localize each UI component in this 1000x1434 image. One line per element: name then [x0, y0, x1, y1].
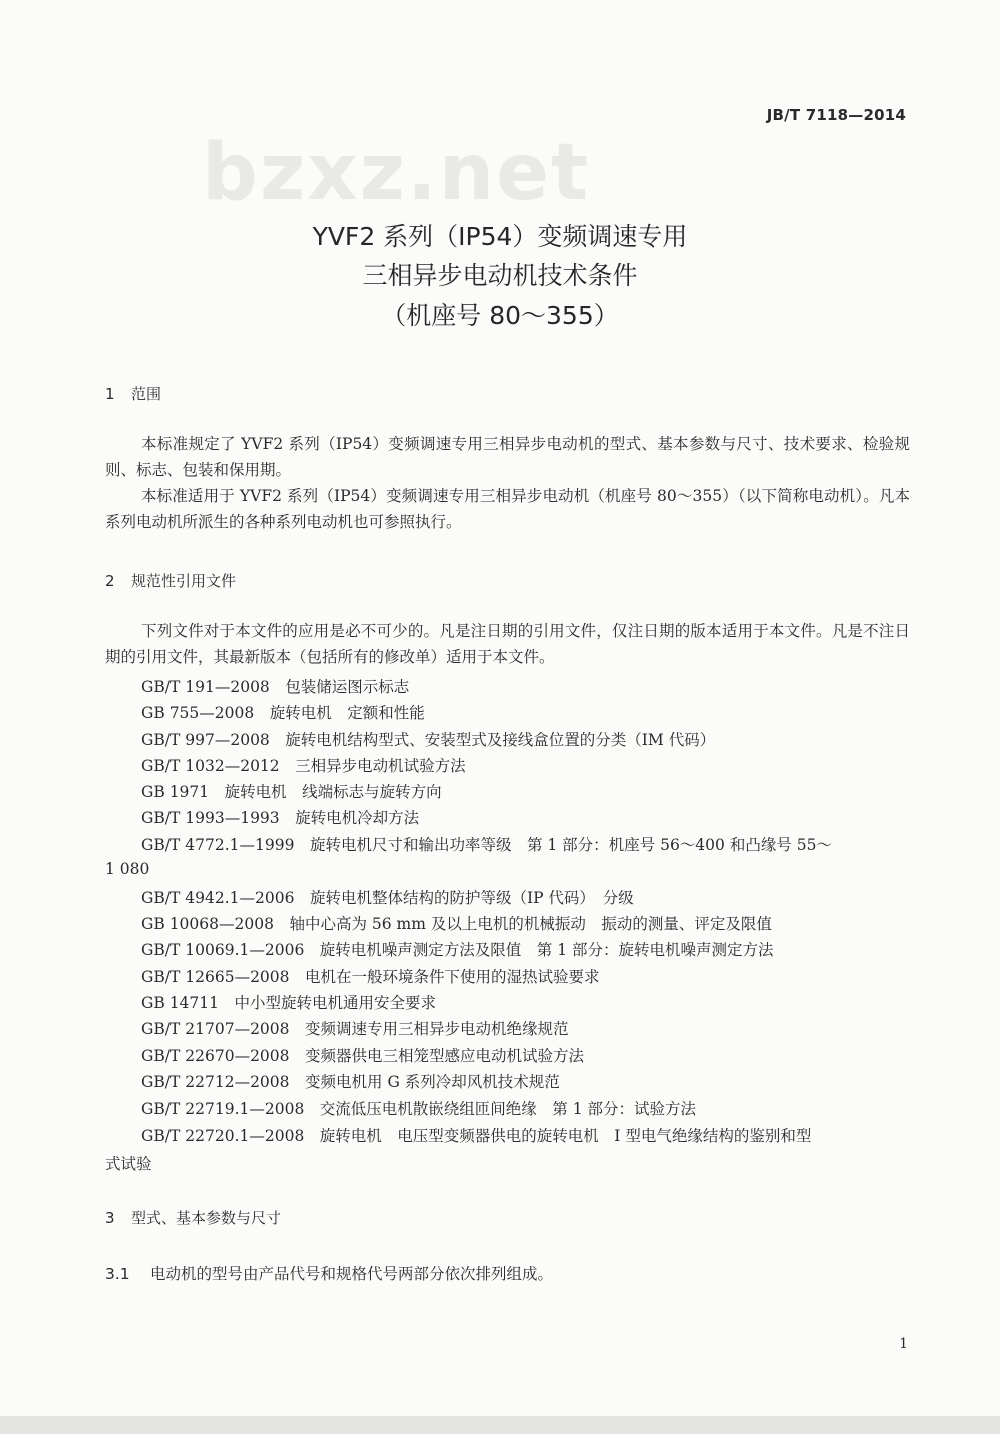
title-line-1: YVF2 系列（IP54）变频调速专用	[312, 222, 688, 251]
ref-item: GB/T 22712—2008 变频电机用 G 系列冷却风机技术规范	[141, 1073, 560, 1091]
clause-3-1-number: 3.1	[105, 1265, 130, 1283]
clause-3-1	[105, 1262, 553, 1284]
section-2-intro: 下列文件对于本文件的应用是必不可少的。凡是注日期的引用文件，仅注日期的版本适用于本文件。凡是不注日期的引用文件，其最新版本（包括所有的修改单）适用于本文件。	[105, 622, 910, 666]
section-2-heading	[105, 570, 236, 591]
ref-item: GB/T 4942.1—2006 旋转电机整体结构的防护等级（IP 代码） 分级	[141, 889, 634, 907]
ref-item: GB 1971 旋转电机 线端标志与旋转方向	[141, 783, 442, 801]
ref-item: GB/T 22720.1—2008 旋转电机 电压型变频器供电的旋转电机 Ⅰ 型电气绝缘结构的鉴别和型	[141, 1127, 812, 1145]
section-1-number: 1	[105, 385, 115, 403]
ref-item: GB 10068—2008 轴中心高为 56 mm 及以上电机的机械振动 振动的测量、评定及限值	[141, 915, 772, 933]
section-3-heading	[105, 1207, 281, 1228]
ref-item: GB/T 1993—1993 旋转电机冷却方法	[141, 809, 420, 827]
standard-code: JB/T 7118—2014	[766, 106, 906, 124]
section-1-heading	[105, 383, 161, 404]
ref-item: GB 14711 中小型旋转电机通用安全要求	[141, 994, 437, 1012]
ref-item-continuation: 式试验	[105, 1155, 152, 1173]
section-2-number: 2	[105, 572, 115, 590]
ref-item: GB/T 10069.1—2006 旋转电机噪声测定方法及限值 第 1 部分：旋转电机噪声测定方法	[141, 941, 774, 959]
section-3-number: 3	[105, 1209, 115, 1227]
ref-item: GB/T 21707—2008 变频调速专用三相异步电动机绝缘规范	[141, 1020, 569, 1038]
ref-item: GB/T 4772.1—1999 旋转电机尺寸和输出功率等级 第 1 部分：机座号 56～400 和凸缘号 55～	[141, 836, 832, 854]
title-line-2: 三相异步电动机技术条件	[362, 261, 638, 290]
section-1-title: 范围	[131, 385, 162, 403]
watermark: bzxz.net	[202, 128, 591, 218]
page-number: 1	[899, 1336, 908, 1352]
ref-item-continuation: 1 080	[105, 860, 150, 878]
ref-item: GB/T 22719.1—2008 交流低压电机散嵌绕组匝间绝缘 第 1 部分：试验方法	[141, 1100, 697, 1118]
section-3-title: 型式、基本参数与尺寸	[131, 1209, 282, 1227]
ref-item: GB/T 191—2008 包装储运图示标志	[141, 678, 410, 696]
clause-3-1-text: 电动机的型号由产品代号和规格代号两部分依次排列组成。	[150, 1265, 554, 1283]
ref-item: GB 755—2008 旋转电机 定额和性能	[141, 704, 425, 722]
section-1-paragraph-1: 本标准规定了 YVF2 系列（IP54）变频调速专用三相异步电动机的型式、基本参数与尺寸、技术要求、检验规则、标志、包装和保用期。	[105, 435, 910, 479]
ref-item: GB/T 1032—2012 三相异步电动机试验方法	[141, 757, 466, 775]
viewer-bottom-bar	[0, 1416, 1000, 1434]
ref-item: GB/T 22670—2008 变频器供电三相笼型感应电动机试验方法	[141, 1047, 585, 1065]
section-1-paragraph-2: 本标准适用于 YVF2 系列（IP54）变频调速专用三相异步电动机（机座号 80～355）（以下简称电动机）。凡本系列电动机所派生的各种系列电动机也可参照执行。	[105, 487, 910, 531]
ref-item: GB/T 12665—2008 电机在一般环境条件下使用的湿热试验要求	[141, 968, 600, 986]
ref-item: GB/T 997—2008 旋转电机结构型式、安装型式及接线盒位置的分类（IM 代码）	[141, 731, 716, 749]
section-2-title: 规范性引用文件	[131, 572, 237, 590]
title-line-3: （机座号 80～355）	[381, 301, 619, 330]
